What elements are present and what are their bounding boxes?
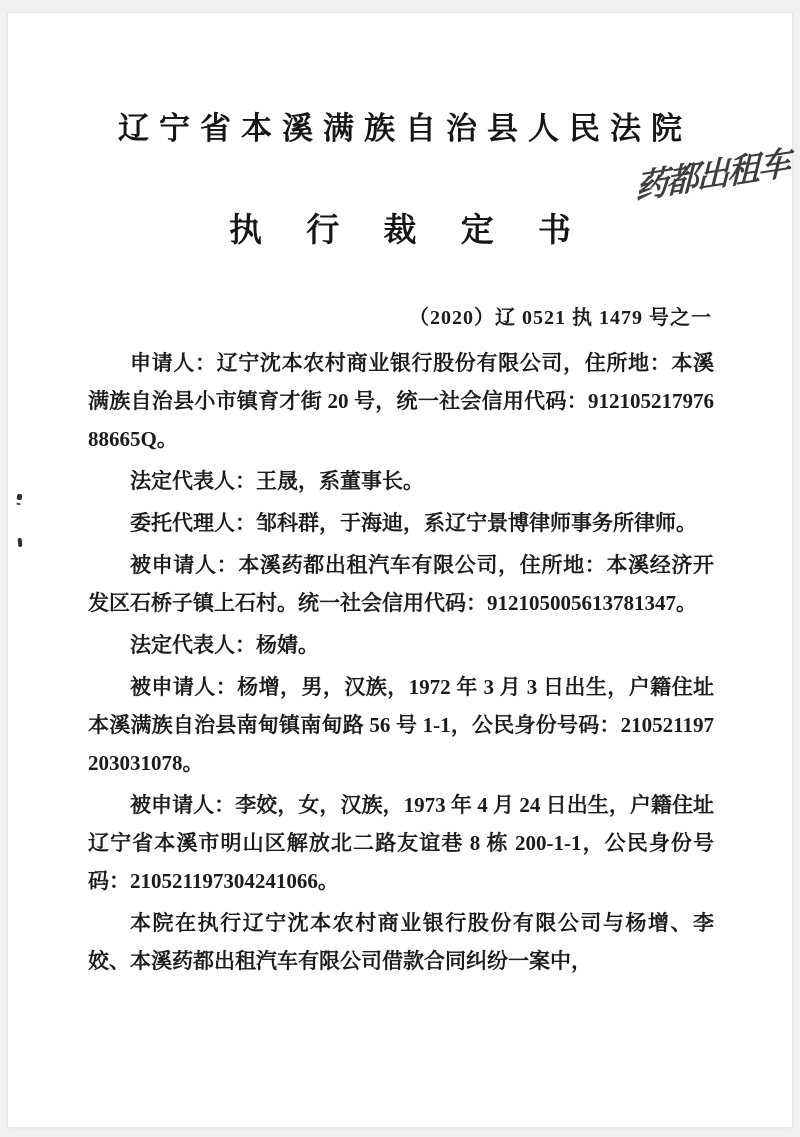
document-title: 执 行 裁 定 书 [229, 213, 589, 249]
handwritten-annotation: 药都出租车 [635, 142, 789, 207]
paragraph-applicant: 申请人：辽宁沈本农村商业银行股份有限公司，住所地：本溪满族自治县小市镇育才街 20 号，统一社会信用代码：91210521797688665Q。 [88, 351, 714, 451]
paragraph-respondent-company: 被申请人：本溪药都出租汽车有限公司，住所地：本溪经济开发区石桥子镇上石村。统一社会信用代码：912105005613781347。 [88, 553, 714, 615]
paragraph-respondent-lijiao: 被申请人：李姣，女，汉族，1973 年 4 月 24 日出生，户籍住址辽宁省本溪市明山区解放北二路友谊巷 8 栋 200-1-1，公民身份号码：210521197304241066。 [88, 793, 714, 893]
paragraph-case-intro: 本院在执行辽宁沈本农村商业银行股份有限公司与杨增、李姣、本溪药都出租汽车有限公司借款合同纠纷一案中， [88, 911, 714, 973]
paragraph-respondent-yangzeng: 被申请人：杨增，男，汉族，1972 年 3 月 3 日出生，户籍住址本溪满族自治县南甸镇南甸路 56 号 1-1，公民身份号码：210521197203031078。 [88, 675, 714, 775]
paragraph-legal-rep-applicant: 法定代表人：王晟，系董事长。 [130, 469, 424, 493]
document-page [8, 13, 792, 1127]
paragraph-attorneys: 委托代理人：邹科群，于海迪，系辽宁景博律师事务所律师。 [130, 511, 697, 535]
paragraph-legal-rep-respondent: 法定代表人：杨婧。 [130, 633, 319, 657]
case-number: （2020）辽 0521 执 1479 号之一 [409, 307, 712, 329]
ink-speck [16, 494, 22, 501]
court-name: 辽宁省本溪满族自治县人民法院 [118, 111, 692, 146]
document-body [88, 344, 714, 980]
ink-speck [18, 538, 23, 547]
